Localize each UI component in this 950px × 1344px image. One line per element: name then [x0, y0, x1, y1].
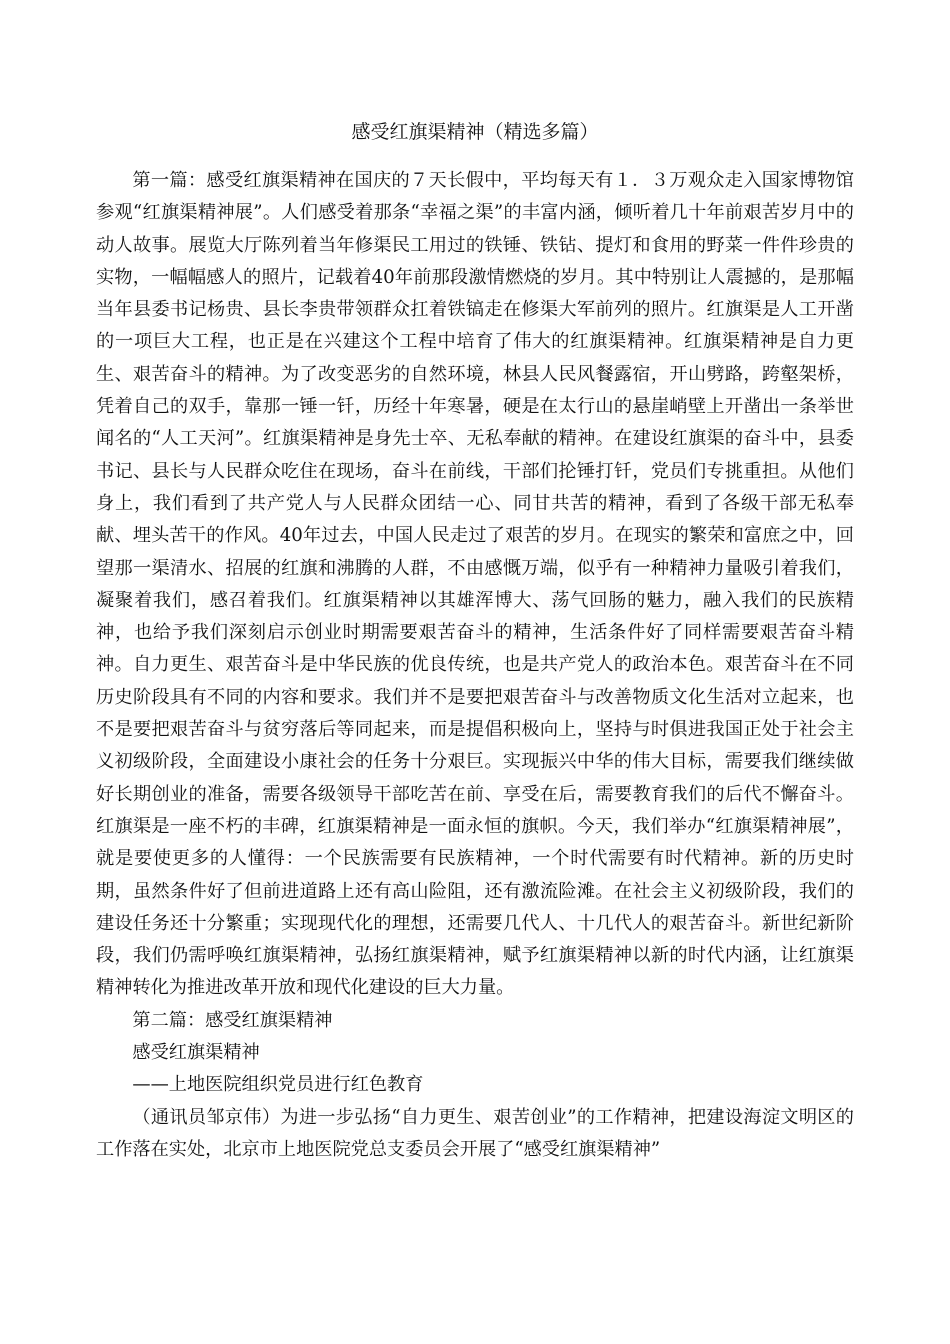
document-body: [96, 165, 854, 1166]
body-paragraph: 第一篇：感受红旗渠精神在国庆的７天长假中，平均每天有１．３万观众走入国家博物馆参观“红旗渠精神展”。人们感受着那条“幸福之渠”的丰富内涵，倾听着几十年前艰苦岁月中的动人故事。展览大厅陈列着当年修渠民工用过的铁锤、铁钻、提灯和食用的野菜一件件珍贵的实物，一幅幅感人的照片，记载着40年前那段激情燃烧的岁月。其中特别让人震撼的，是那幅当年县委书记杨贵、县长李贵带领群众扛着铁镐走在修渠大军前列的照片。红旗渠是人工开凿的一项巨大工程，也正是在兴建这个工程中培育了伟大的红旗渠精神。红旗渠精神是自力更生、艰苦奋斗的精神。为了改变恶劣的自然环境，林县人民风餐露宿，开山劈路，跨壑架桥，凭着自己的双手，靠那一锤一钎，历经十年寒暑，硬是在太行山的悬崖峭壁上开凿出一条举世闻名的“人工天河”。红旗渠精神是身先士卒、无私奉献的精神。在建设红旗渠的奋斗中，县委书记、县长与人民群众吃住在现场，奋斗在前线，干部们抡锤打钎，党员们专挑重担。从他们身上，我们看到了共产党人与人民群众团结一心、同甘共苦的精神，看到了各级干部无私奉献、埋头苦干的作风。40年过去，中国人民走过了艰苦的岁月。在现实的繁荣和富庶之中，回望那一渠清水、招展的红旗和沸腾的人群，不由感慨万端，似乎有一种精神力量吸引着我们，凝聚着我们，感召着我们。红旗渠精神以其雄浑博大、荡气回肠的魅力，融入我们的民族精神，也给予我们深刻启示创业时期需要艰苦奋斗的精神，生活条件好了同样需要艰苦奋斗精神。自力更生、艰苦奋斗是中华民族的优良传统，也是共产党人的政治本色。艰苦奋斗在不同历史阶段具有不同的内容和要求。我们并不是要把艰苦奋斗与改善物质文化生活对立起来，也不是要把艰苦奋斗与贫穷落后等同起来，而是提倡积极向上，坚持与时俱进我国正处于社会主义初级阶段，全面建设小康社会的任务十分艰巨。实现振兴中华的伟大目标，需要我们继续做好长期创业的准备，需要各级领导干部吃苦在前、享受在后，需要教育我们的后代不懈奋斗。红旗渠是一座不朽的丰碑，红旗渠精神是一面永恒的旗帜。今天，我们举办“红旗渠精神展”，就是要使更多的人懂得：一个民族需要有民族精神，一个时代需要有时代精神。新的历史时期，虽然条件好了但前进道路上还有高山险阻，还有激流险滩。在社会主义初级阶段，我们的建设任务还十分繁重；实现现代化的理想，还需要几代人、十几代人的艰苦奋斗。新世纪新阶段，我们仍需呼唤红旗渠精神，弘扬红旗渠精神，赋予红旗渠精神以新的时代内涵，让红旗渠精神转化为推进改革开放和现代化建设的巨大力量。: [96, 170, 854, 999]
section-title: 感受红旗渠精神: [132, 1042, 260, 1064]
body-paragraph: （通讯员邹京伟）为进一步弘扬“自力更生、艰苦创业”的工作精神，把建设海淀文明区的工作落在实处，北京市上地医院党总支委员会开展了“感受红旗渠精神”: [96, 1106, 854, 1160]
section-heading: 第二篇：感受红旗渠精神: [132, 1009, 333, 1031]
document-title: 感受红旗渠精神（精选多篇）: [351, 121, 599, 143]
section-subtitle: ——上地医院组织党员进行红色教育: [132, 1074, 424, 1096]
